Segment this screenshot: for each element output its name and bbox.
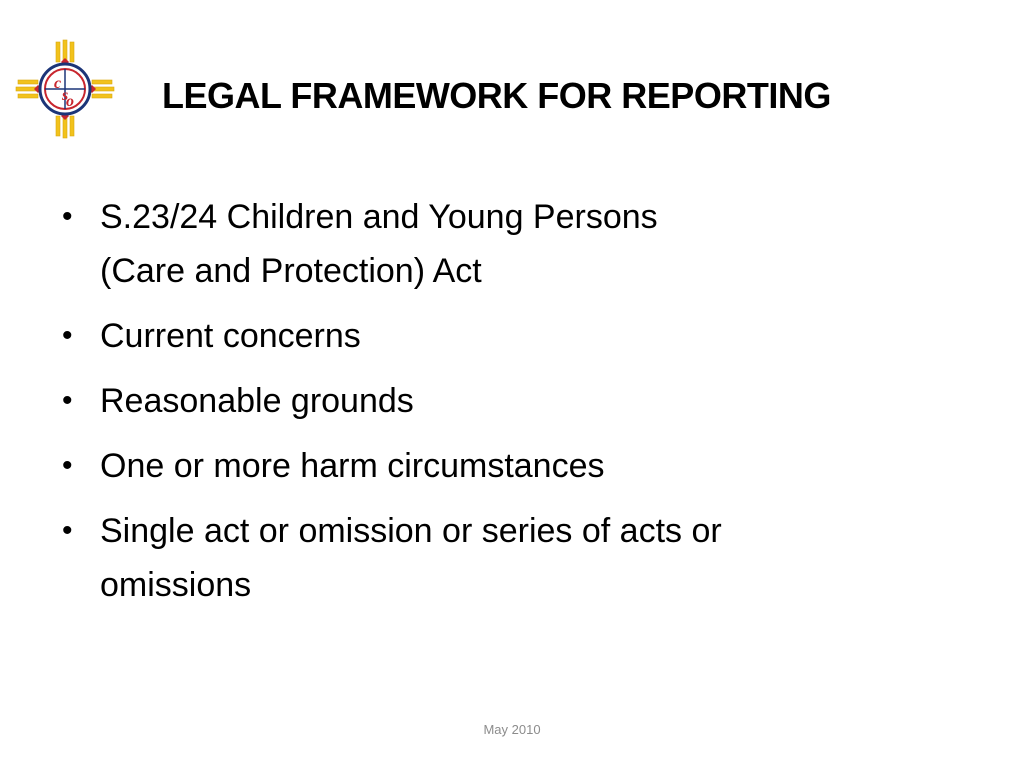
bullet-dot: •: [62, 384, 73, 417]
logo-letter-o: o: [66, 93, 74, 110]
bullet-text: [100, 190, 920, 298]
bullet-line: Current concerns: [100, 317, 361, 355]
bullet-item: [60, 190, 920, 298]
logo-letter-s: s: [62, 87, 69, 104]
bullet-item: [60, 504, 920, 612]
bullet-dot: •: [62, 514, 73, 547]
bullet-text: [100, 439, 920, 493]
organisation-logo: [14, 38, 116, 140]
bullet-item: [60, 439, 920, 493]
logo-letter-c: c: [54, 75, 62, 92]
bullet-dot: •: [62, 319, 73, 352]
bullet-line: One or more harm circumstances: [100, 447, 605, 485]
bullet-line: (Care and Protection) Act: [100, 252, 482, 290]
bullet-list: [60, 190, 920, 623]
bullet-line: Reasonable grounds: [100, 382, 414, 420]
bullet-text: [100, 504, 920, 612]
bullet-text: [100, 374, 920, 428]
bullet-line: omissions: [100, 566, 252, 604]
bullet-dot: •: [62, 449, 73, 482]
bullet-text: [100, 309, 920, 363]
bullet-line: S.23/24 Children and Young Persons: [100, 198, 658, 236]
bullet-item: [60, 374, 920, 428]
organisation-seal-icon: [14, 38, 116, 140]
bullet-item: [60, 309, 920, 363]
bullet-line: Single act or omission or series of acts or: [100, 512, 722, 550]
slide-footer-date: May 2010: [483, 722, 541, 737]
slide-title: LEGAL FRAMEWORK FOR REPORTING: [162, 75, 831, 116]
bullet-dot: •: [62, 200, 73, 233]
